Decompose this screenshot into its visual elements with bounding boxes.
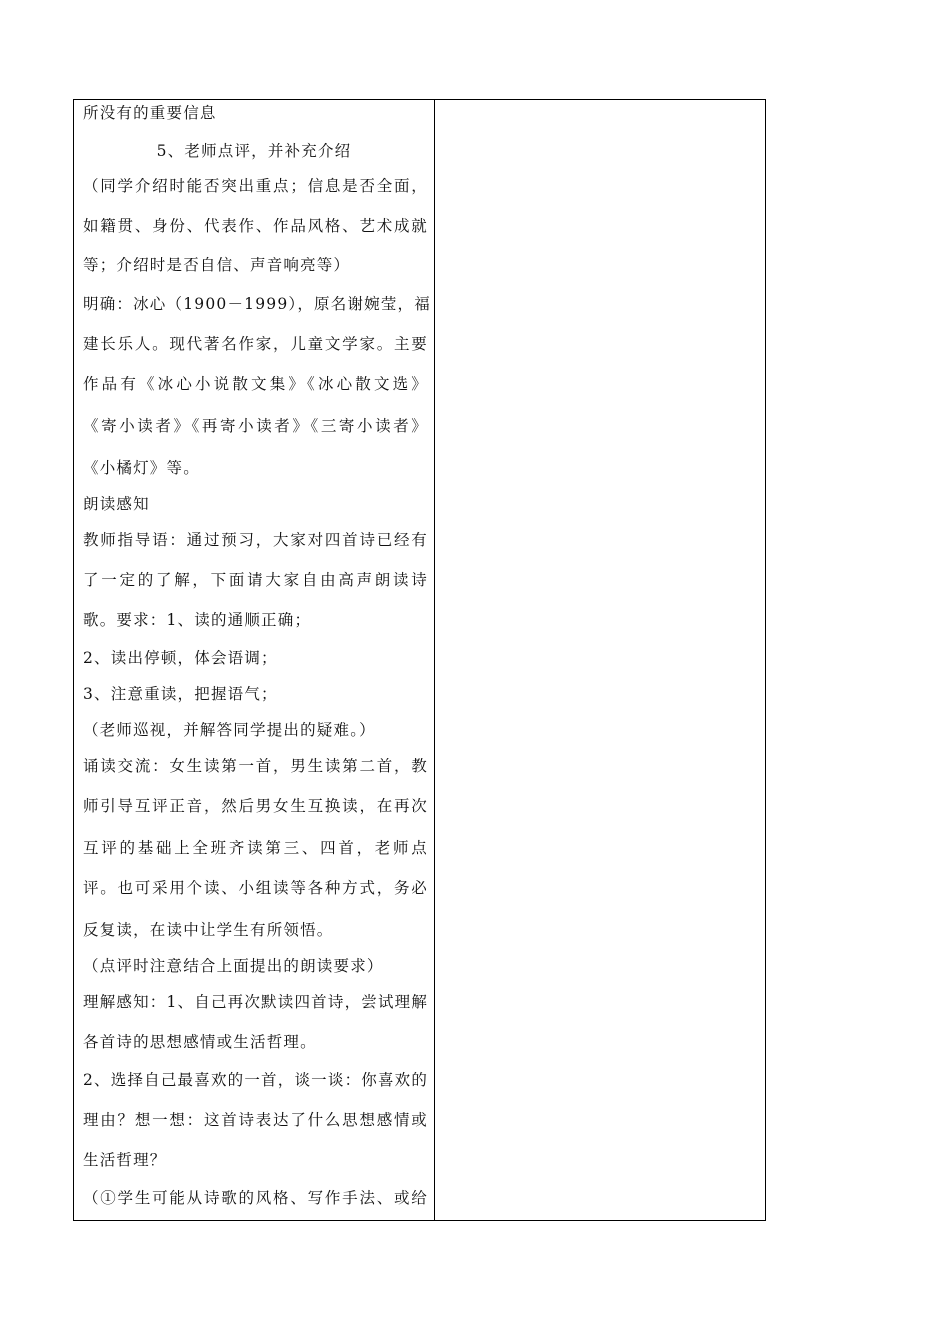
text-line: （同学介绍时能否突出重点；信息是否全面， xyxy=(83,177,428,195)
text-line: 反复读，在读中让学生有所领悟。 xyxy=(83,921,334,939)
text-line: 2、读出停顿，体会语调； xyxy=(83,649,278,667)
text-line: 建长乐人。现代著名作家，儿童文学家。主要 xyxy=(83,335,428,353)
text-line: 《寄小读者》《再寄小读者》《三寄小读者》 xyxy=(83,417,428,435)
text-line: 等；介绍时是否自信、声音响亮等） xyxy=(83,256,351,274)
text-line: 所没有的重要信息 xyxy=(83,104,217,122)
text-line: 歌。要求：1、读的通顺正确； xyxy=(83,611,312,629)
text-line: 了一定的了解，下面请大家自由高声朗读诗 xyxy=(83,571,428,589)
text-line: 如籍贯、身份、代表作、作品风格、艺术成就 xyxy=(83,217,428,235)
text-line: 诵读交流：女生读第一首，男生读第二首，教 xyxy=(83,757,428,775)
text-line: （①学生可能从诗歌的风格、写作手法、或给 xyxy=(83,1189,428,1207)
text-line: 明确：冰心（1900－1999），原名谢婉莹，福 xyxy=(83,295,431,313)
text-line: 评。也可采用个读、小组读等各种方式，务必 xyxy=(83,879,428,897)
subheading: 朗读感知 xyxy=(83,495,150,513)
text-line: 各首诗的思想感情或生活哲理。 xyxy=(83,1033,317,1051)
text-line: （老师巡视，并解答同学提出的疑难。） xyxy=(83,721,376,739)
text-line: 教师指导语：通过预习，大家对四首诗已经有 xyxy=(83,531,428,549)
text-line: 生活哲理？ xyxy=(83,1151,167,1169)
section-heading: 5、老师点评，并补充介绍 xyxy=(156,142,352,160)
text-line: 互评的基础上全班齐读第三、四首，老师点 xyxy=(83,839,428,857)
text-line: 理解感知：1、自己再次默读四首诗，尝试理解 xyxy=(83,993,429,1011)
text-line: 《小橘灯》等。 xyxy=(83,459,200,477)
text-line: 3、注意重读，把握语气； xyxy=(83,685,278,703)
text-line: 理由？想一想：这首诗表达了什么思想感情或 xyxy=(83,1111,428,1129)
lesson-content-cell xyxy=(74,100,434,1220)
text-line: 2、选择自己最喜欢的一首，谈一谈：你喜欢的 xyxy=(83,1071,429,1089)
notes-cell xyxy=(435,100,765,1220)
text-line: 作品有《冰心小说散文集》《冰心散文选》 xyxy=(83,375,428,393)
text-line: 师引导互评正音，然后男女生互换读，在再次 xyxy=(83,797,428,815)
lesson-plan-table xyxy=(73,99,766,1221)
text-line: （点评时注意结合上面提出的朗读要求） xyxy=(83,957,384,975)
